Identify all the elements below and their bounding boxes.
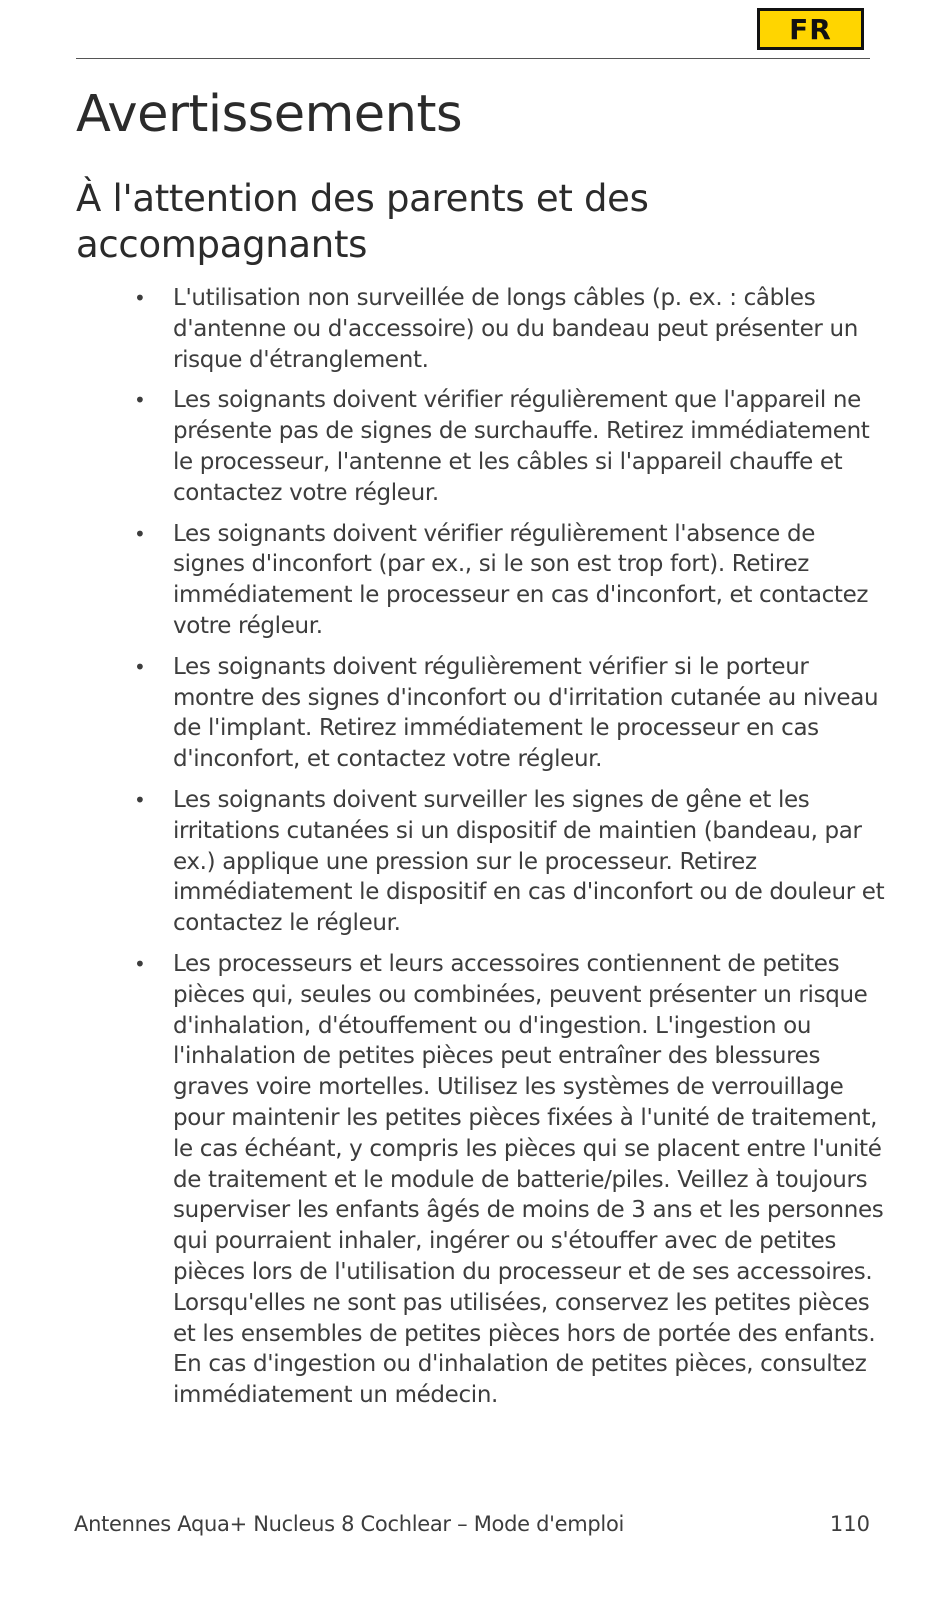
warning-text: Les soignants doivent vérifier régulièrement l'absence de signes d'inconfort (par ex., si le son est trop fort). Retirez immédiatement le processeur en cas d'inconfort, et contactez votre régleur. (173, 520, 869, 639)
page-title: Avertissements (76, 85, 463, 144)
warning-text: Les soignants doivent régulièrement vérifier si le porteur montre des signes d'inconfort ou d'irritation cutanée au niveau de l'implant. Retirez immédiatement le processeur en cas d'inconfort, et contactez votre régleur. (173, 653, 879, 773)
bullet-icon: • (134, 951, 146, 976)
warnings-list (130, 283, 890, 1421)
warning-text: L'utilisation non surveillée de longs câbles (p. ex. : câbles d'antenne ou d'accessoire) ou du bandeau peut présenter un risque d'étranglement. (173, 285, 858, 373)
bullet-icon: • (134, 654, 146, 679)
list-item (130, 519, 890, 642)
header-divider (76, 58, 870, 59)
language-badge: FR (757, 8, 864, 50)
warning-text: Les processeurs et leurs accessoires contiennent de petites pièces qui, seules ou combinées, peuvent présenter un risque d'inhalation, d'étouffement ou d'ingestion. L'ingestion ou l'inhalation de petites pièces peut entraîner des blessures graves voire mortelles. Utilisez les systèmes de verrouillage pour maintenir les petites pièces fixées à l'unité de traitement, le cas échéant, y compris les pièces qui se placent entre l'unité de traitement et le module de batterie/piles. Veillez à toujours superviser les enfants âgés de moins de 3 ans et les personnes qui pourraient inhaler, ingérer ou s'étouffer avec de petites pièces lors de l'utilisation du processeur et de ses accessoires. Lorsqu'elles ne sont pas utilisées, conservez les petites pièces et les ensembles de petites pièces hors de portée des enfants. En cas d'ingestion ou d'inhalation de petites pièces, consultez immédiatement un médecin. (173, 950, 884, 1409)
section-title: À l'attention des parents et des accompagnants (76, 177, 649, 266)
list-item (130, 283, 890, 375)
bullet-icon: • (134, 388, 146, 413)
bullet-icon: • (134, 787, 146, 812)
warning-text: Les soignants doivent vérifier régulièrement que l'appareil ne présente pas de signes de surchauffe. Retirez immédiatement le processeur, l'antenne et les câbles si l'appareil chauffe et contactez votre régleur. (173, 387, 870, 506)
list-item (130, 785, 890, 939)
footer-page-number: 110 (829, 1512, 870, 1536)
bullet-icon: • (134, 286, 146, 310)
list-item (130, 385, 890, 508)
warning-text: Les soignants doivent surveiller les signes de gêne et les irritations cutanées si un dispositif de maintien (bandeau, par ex.) applique une pression sur le processeur. Retirez immédiatement le dispositif en cas d'inconfort ou de douleur et contactez le régleur. (173, 786, 885, 937)
list-item (130, 949, 890, 1411)
footer-document-title: Antennes Aqua+ Nucleus 8 Cochlear – Mode d'emploi (74, 1512, 625, 1536)
list-item (130, 652, 890, 775)
bullet-icon: • (134, 521, 146, 546)
